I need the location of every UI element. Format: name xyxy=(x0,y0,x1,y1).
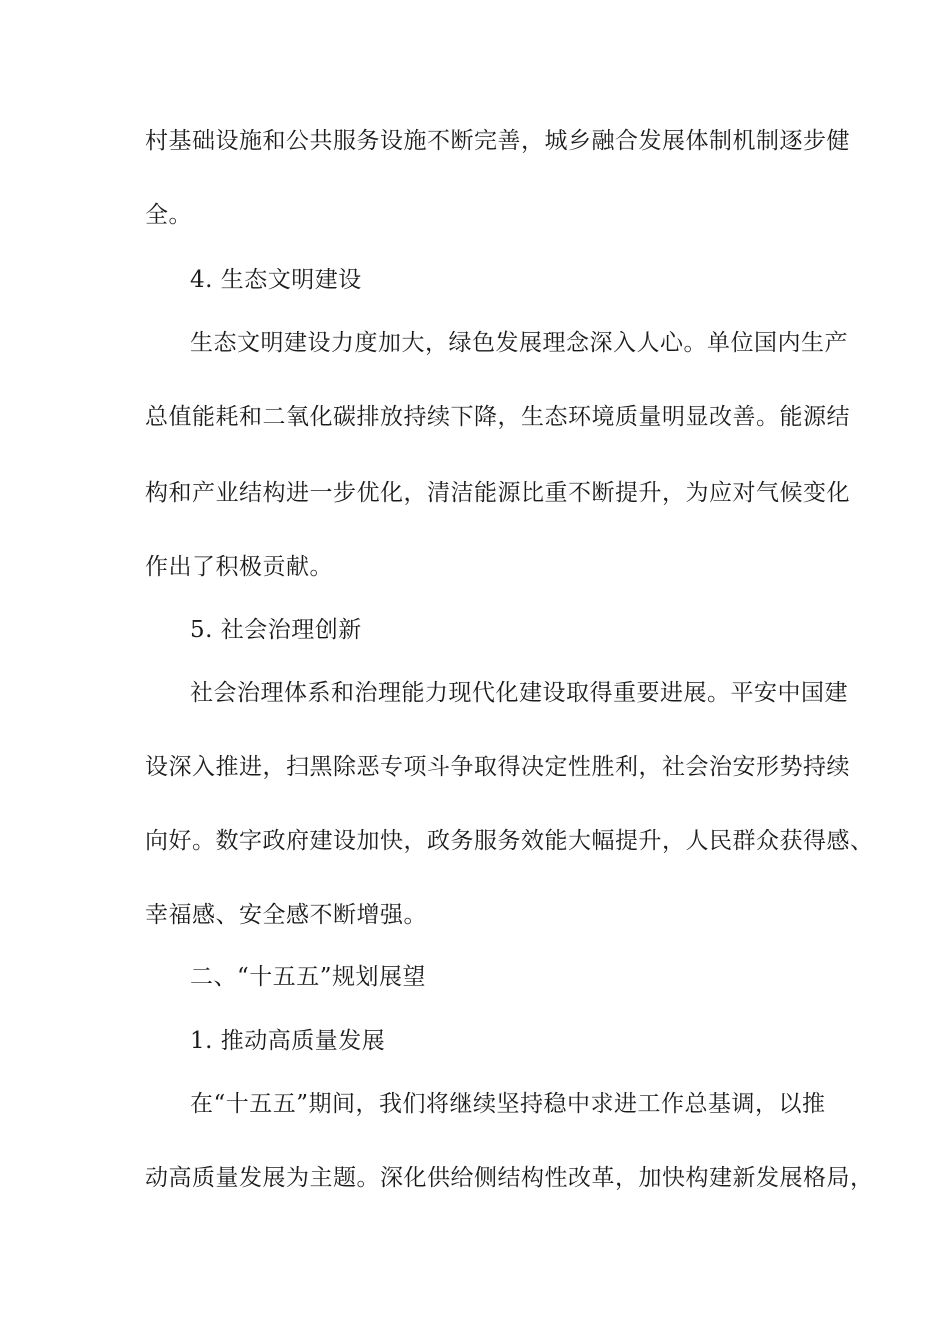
paragraph-line: 社会治理体系和治理能力现代化建设取得重要进展。平安中国建 xyxy=(190,680,848,706)
chapter-heading: 二、“十五五”规划展望 xyxy=(190,964,427,990)
paragraph-line: 总值能耗和二氧化碳排放持续下降，生态环境质量明显改善。能源结 xyxy=(145,404,850,430)
paragraph-line: 向好。数字政府建设加快，政务服务效能大幅提升，人民群众获得感、 xyxy=(145,828,874,854)
paragraph-line: 在“十五五”期间，我们将继续坚持稳中求进工作总基调，以推 xyxy=(190,1091,826,1117)
section-heading: 5. 社会治理创新 xyxy=(190,617,362,643)
paragraph-line: 动高质量发展为主题。深化供给侧结构性改革，加快构建新发展格局， xyxy=(145,1165,874,1191)
paragraph-line: 村基础设施和公共服务设施不断完善，城乡融合发展体制机制逐步健 xyxy=(145,128,850,154)
paragraph-line: 全。 xyxy=(145,202,192,228)
paragraph-line: 生态文明建设力度加大，绿色发展理念深入人心。单位国内生产 xyxy=(190,330,848,356)
section-heading: 4. 生态文明建设 xyxy=(190,267,362,293)
paragraph-line: 作出了积极贡献。 xyxy=(145,554,333,580)
paragraph-line: 构和产业结构进一步优化，清洁能源比重不断提升，为应对气候变化 xyxy=(145,480,850,506)
paragraph-line: 设深入推进，扫黑除恶专项斗争取得决定性胜利，社会治安形势持续 xyxy=(145,754,850,780)
section-heading: 1. 推动高质量发展 xyxy=(190,1028,386,1054)
paragraph-line: 幸福感、安全感不断增强。 xyxy=(145,902,427,928)
